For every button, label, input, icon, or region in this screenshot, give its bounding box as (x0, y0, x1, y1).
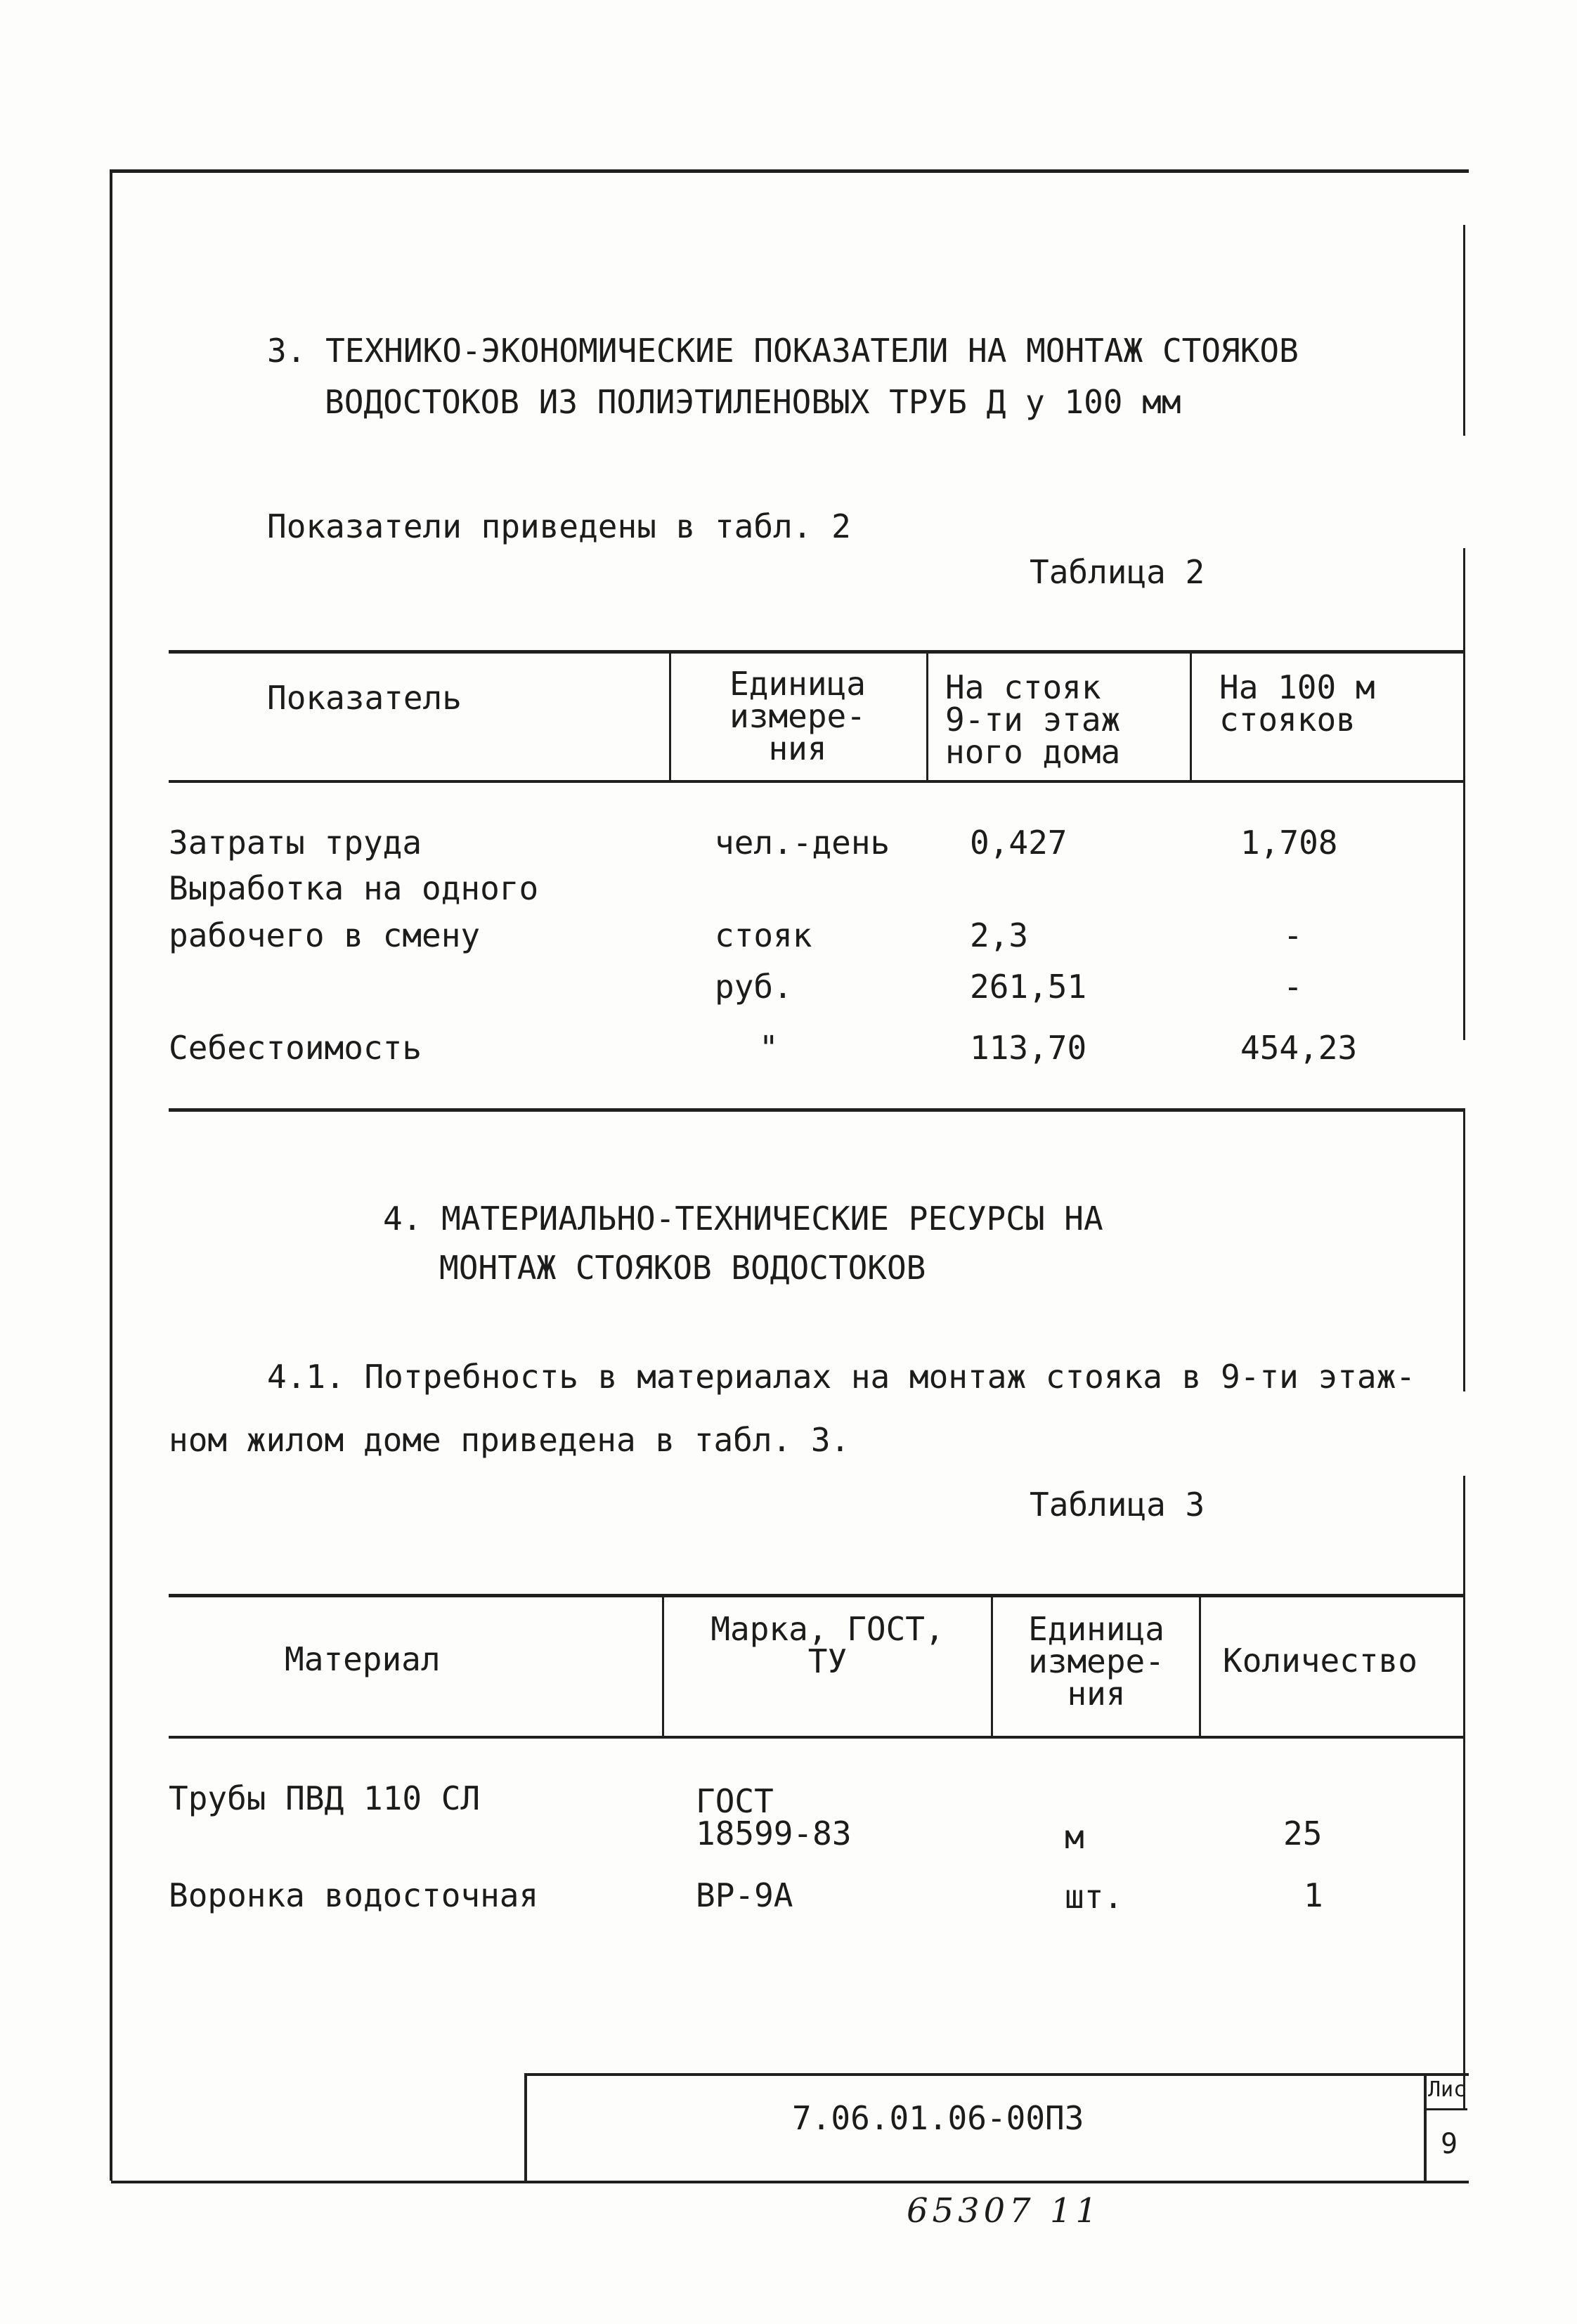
table3-col-divider-1 (662, 1596, 664, 1737)
table2-row-per-riser: 261,51 (970, 968, 1087, 1006)
table2-header-per-100m: На 100 м стояков (1219, 668, 1375, 739)
table3-row-material: Трубы ПВД 110 СЛ (169, 1779, 481, 1817)
table2-header-per-riser: На стояк 9-ти этаж ного дома (945, 668, 1121, 771)
table3-row-quantity: 1 (1304, 1876, 1323, 1914)
table2-row-per-100m: 1,708 (1240, 824, 1338, 862)
stamp-sheet-label-divider (1425, 2108, 1467, 2110)
table2-row-per-riser: 113,70 (970, 1029, 1087, 1067)
table3-row-quantity: 25 (1283, 1815, 1323, 1852)
stamp-top-border (526, 2073, 1469, 2076)
table2-header-unit: Единица измере- ния (729, 665, 866, 767)
table2-row-per-riser: 2,3 (970, 916, 1029, 954)
table3-header-material: Материал (285, 1640, 441, 1678)
frame-left-line (110, 169, 112, 2181)
sheet-label: Лис (1428, 2077, 1466, 2102)
table3-col-divider-3 (1199, 1596, 1201, 1737)
table2-col-divider-1 (669, 652, 671, 781)
sheet-number: 9 (1441, 2128, 1458, 2160)
stamp-sheet-divider (1424, 2073, 1427, 2182)
handwritten-archive-number: 65307 11 (907, 2191, 1102, 2231)
table2-header-indicator: Показатель (267, 679, 462, 717)
table2-row-name: Себестоимость (169, 1029, 422, 1067)
table2-bottom-border (169, 1108, 1465, 1112)
table3-row-mark: ГОСТ 18599-83 (696, 1782, 852, 1852)
table2-top-border (169, 650, 1465, 654)
table3-caption: Таблица 3 (1030, 1486, 1205, 1524)
para-4-1-line1: 4.1. Потребность в материалах на монтаж стояка в 9-ти этаж- (267, 1358, 1415, 1396)
table2-row-per-100m: - (1283, 968, 1303, 1006)
document-code: 7.06.01.06-00ПЗ (792, 2099, 1084, 2137)
table2-caption: Таблица 2 (1030, 553, 1205, 591)
frame-right-line-2 (1463, 548, 1465, 1040)
section4-heading-line2: МОНТАЖ СТОЯКОВ ВОДОСТОКОВ (439, 1249, 926, 1287)
table2-row-name: рабочего в смену (169, 916, 481, 954)
frame-right-line-3 (1463, 1110, 1465, 1391)
table2-row-per-100m: - (1283, 916, 1303, 954)
section3-heading-line2: ВОДОСТОКОВ ИЗ ПОЛИЭТИЛЕНОВЫХ ТРУБ Д у 100 мм (325, 383, 1181, 421)
table2-row-unit: руб. (715, 968, 793, 1006)
para-4-1-line2: ном жилом доме приведена в табл. 3. (169, 1421, 850, 1459)
table3-top-border (169, 1594, 1465, 1597)
table3-header-mark: Марка, ГОСТ, ТУ (710, 1610, 945, 1680)
table3-row-material: Воронка водосточная (169, 1876, 539, 1914)
frame-right-line-4 (1463, 1476, 1465, 2108)
frame-top-line (111, 169, 1469, 173)
table2-col-divider-2 (926, 652, 928, 781)
table2-row-unit: " (759, 1029, 779, 1067)
table2-row-name: Выработка на одного (169, 869, 539, 907)
table3-row-unit: шт. (1065, 1878, 1124, 1916)
table2-header-bottom-border (169, 780, 1465, 783)
section4-heading-line1: 4. МАТЕРИАЛЬНО-ТЕХНИЧЕСКИЕ РЕСУРСЫ НА (383, 1200, 1103, 1238)
table2-row-unit: стояк (715, 916, 812, 954)
section3-heading-line1: 3. ТЕХНИКО-ЭКОНОМИЧЕСКИЕ ПОКАЗАТЕЛИ НА МОНТАЖ СТОЯКОВ (267, 332, 1299, 370)
table2-col-divider-3 (1190, 652, 1192, 781)
table3-header-quantity: Количество (1223, 1642, 1417, 1680)
table3-row-mark: ВР-9А (696, 1876, 793, 1914)
table2-row-per-riser: 0,427 (970, 824, 1067, 862)
table2-row-per-100m: 454,23 (1240, 1029, 1358, 1067)
table2-row-unit: чел.-день (715, 824, 890, 862)
table3-header-unit: Единица измере- ния (1028, 1610, 1164, 1713)
table3-row-unit: м (1065, 1818, 1084, 1856)
table3-col-divider-2 (991, 1596, 993, 1737)
table2-row-name: Затраты труда (169, 824, 422, 862)
table2-intro: Показатели приведены в табл. 2 (267, 507, 851, 545)
frame-right-line (1463, 225, 1465, 436)
stamp-left-border (524, 2073, 527, 2182)
table3-header-bottom-border (169, 1736, 1465, 1739)
frame-bottom-line (111, 2181, 1469, 2183)
